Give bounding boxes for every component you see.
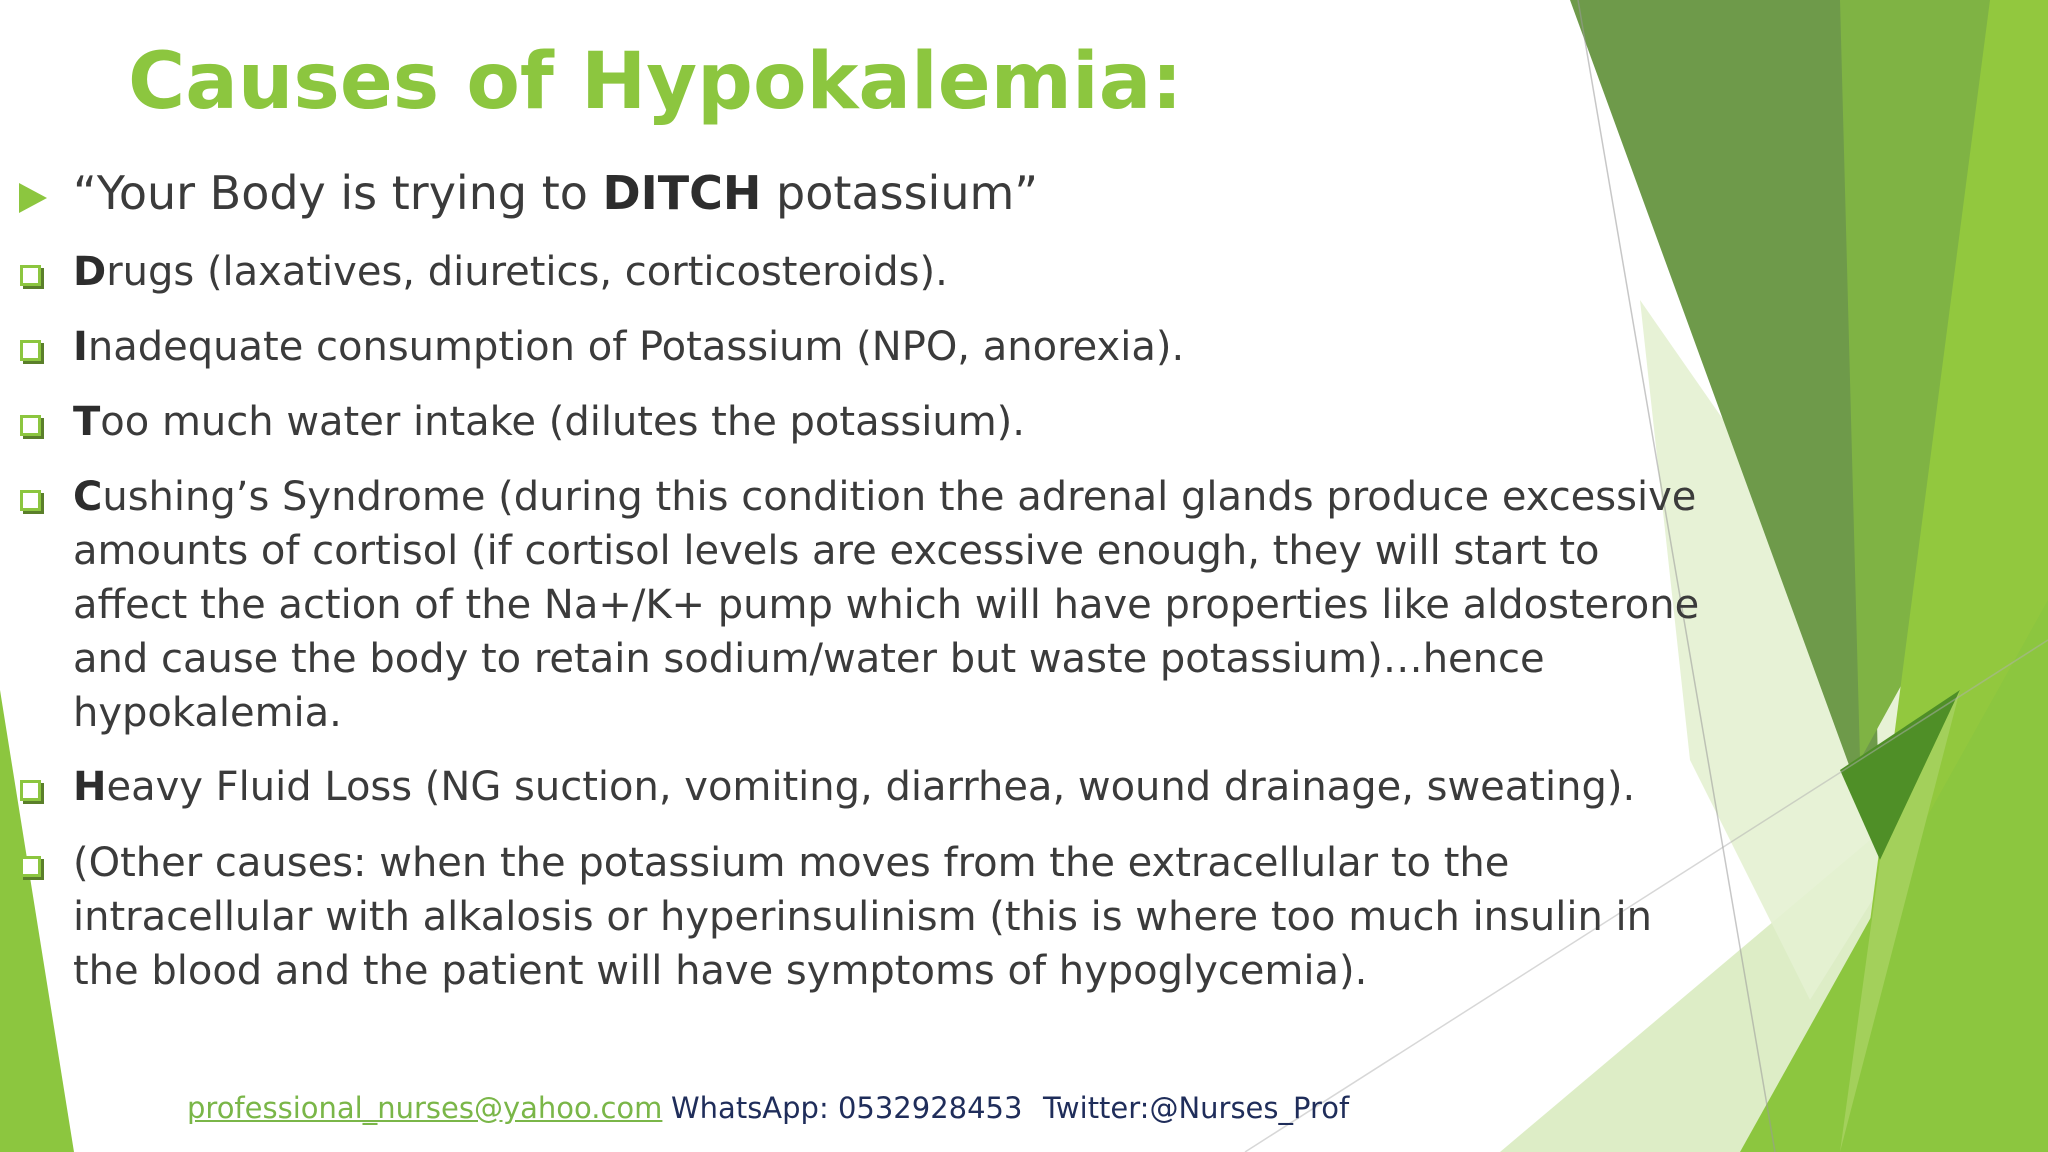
acronym-letter: T — [73, 399, 101, 445]
intro-quote — [73, 163, 1038, 223]
footer-whatsapp: WhatsApp: 0532928453 — [671, 1091, 1023, 1125]
square-bullet-icon — [20, 490, 41, 511]
slide-title: Causes of Hypokalemia: — [128, 37, 1183, 127]
cause-line-text: ushing’s Syndrome (during this condition the adrenal glands produce excessive — [102, 474, 1697, 520]
cause-text — [73, 320, 1184, 374]
intro-quote-start: “Your Body is trying to — [73, 166, 603, 220]
cause-line: and cause the body to retain sodium/water but waste potassium)…hence — [73, 636, 1545, 682]
cause-text — [73, 245, 948, 299]
cause-line: eavy Fluid Loss (NG suction, vomiting, diarrhea, wound drainage, sweating). — [106, 764, 1636, 810]
acronym-letter: C — [73, 474, 103, 520]
square-bullet-icon — [20, 415, 41, 436]
cause-text — [73, 760, 1635, 814]
cause-text — [73, 470, 1699, 740]
square-bullet-icon — [20, 780, 41, 801]
cause-text — [73, 395, 1025, 449]
cause-text — [73, 836, 1652, 998]
footer-twitter: Twitter:@Nurses_Prof — [1043, 1091, 1350, 1125]
square-bullet-icon — [20, 265, 41, 286]
cause-line: intracellular with alkalosis or hyperinsulinism (this is where too much insulin in — [73, 894, 1652, 940]
cause-line — [73, 470, 1699, 524]
cause-line: amounts of cortisol (if cortisol levels are excessive enough, they will start to — [73, 528, 1600, 574]
cause-line: the blood and the patient will have symptoms of hypoglycemia). — [73, 948, 1368, 994]
square-bullet-icon — [20, 856, 41, 877]
cause-line: nadequate consumption of Potassium (NPO, anorexia). — [87, 324, 1185, 370]
intro-emphasis: DITCH — [602, 166, 762, 220]
footer-email-link[interactable]: professional_nurses@yahoo.com — [187, 1091, 663, 1125]
cause-line: affect the action of the Na+/K+ pump which will have properties like aldosterone — [73, 582, 1700, 628]
cause-line: (Other causes: when the potassium moves from the extracellular to the — [73, 840, 1510, 886]
acronym-letter: H — [73, 764, 107, 810]
acronym-letter: D — [73, 249, 107, 295]
cause-line: oo much water intake (dilutes the potassium). — [100, 399, 1026, 445]
acronym-letter: I — [73, 324, 88, 370]
triangle-bullet-icon — [19, 183, 47, 213]
cause-line: hypokalemia. — [73, 690, 342, 736]
square-bullet-icon — [20, 340, 41, 361]
intro-quote-end: potassium” — [761, 166, 1039, 220]
cause-line: rugs (laxatives, diuretics, corticosteroids). — [106, 249, 948, 295]
